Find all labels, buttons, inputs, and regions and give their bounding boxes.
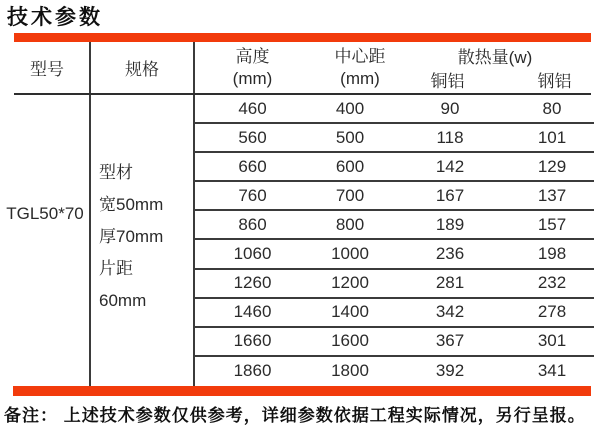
copper-aluminum-value: 342 [435,302,465,322]
steel-aluminum-value: 198 [537,244,567,264]
spec-line: 60mm [99,291,147,310]
center-distance-value: 600 [335,156,365,176]
column-header-height-unit: (mm) [232,68,273,88]
table-row [195,357,594,386]
spec-line: 片距 [99,259,133,278]
center-distance-value: 1000 [331,244,369,264]
table-row [195,240,594,269]
center-distance-value: 500 [335,127,365,147]
steel-aluminum-value: 278 [537,302,567,322]
center-distance-value: 1400 [331,302,369,322]
table-row [195,211,594,240]
column-header-center-line1: 中心距 [334,46,386,66]
table-row [195,270,594,299]
center-distance-value: 1800 [331,361,369,381]
copper-aluminum-value: 236 [435,244,465,264]
copper-aluminum-value: 142 [435,156,465,176]
top-accent-bar [14,33,591,42]
center-distance-value: 800 [335,214,365,234]
copper-aluminum-value: 90 [440,98,460,118]
column-header-height-line1: 高度 [235,46,270,66]
column-header-heat-output: 散热量(w) [457,47,533,67]
steel-aluminum-value: 157 [537,214,567,234]
column-header-spec: 规格 [125,60,159,79]
height-value: 760 [238,185,267,205]
center-distance-value: 1600 [331,331,369,351]
footer-note: 备注： 上述技术参数仅供参考，详细参数依据工程实际情况，另行呈报。 [4,406,586,425]
height-value: 1060 [233,244,272,264]
spec-line: 宽50mm [99,195,164,214]
height-value: 660 [238,156,267,176]
center-distance-value: 1200 [331,273,369,293]
table-row [195,328,594,357]
copper-aluminum-value: 281 [435,273,465,293]
steel-aluminum-value: 129 [537,156,567,176]
steel-aluminum-value: 301 [537,331,567,351]
copper-aluminum-value: 118 [436,127,464,147]
steel-aluminum-value: 80 [542,98,562,118]
height-value: 1660 [233,331,272,351]
height-value: 560 [238,127,267,147]
steel-aluminum-value: 232 [537,273,567,293]
column-header-center-unit: (mm) [340,68,380,88]
column-header-model: 型号 [30,60,64,79]
spec-line: 型材 [99,163,133,182]
column-header-steel-aluminum: 钢铝 [537,71,572,91]
height-value: 1460 [233,302,272,322]
spec-line: 厚70mm [99,227,164,246]
page-title: 技术参数 [7,6,103,29]
column-header-center-distance [305,42,415,93]
column-header-height [195,42,310,93]
height-value: 1860 [233,361,272,381]
model-value: TGL50*70 [6,204,84,223]
center-distance-value: 400 [335,98,365,118]
table-row [195,182,594,211]
table-row [195,124,594,153]
copper-aluminum-value: 189 [435,214,465,234]
data-grid [195,95,594,386]
spec-description [99,157,163,317]
copper-aluminum-value: 167 [435,185,465,205]
height-value: 860 [238,214,267,234]
table-row [195,95,594,124]
steel-aluminum-value: 137 [537,185,567,205]
steel-aluminum-value: 341 [537,361,567,381]
copper-aluminum-value: 392 [435,361,465,381]
table-row [195,153,594,182]
center-distance-value: 700 [335,185,365,205]
table-row [195,299,594,328]
height-value: 460 [238,98,267,118]
bottom-accent-bar [13,386,591,396]
height-value: 1260 [233,273,272,293]
steel-aluminum-value: 101 [537,127,567,147]
copper-aluminum-value: 367 [435,331,465,351]
column-header-copper-aluminum: 铜铝 [430,71,465,91]
